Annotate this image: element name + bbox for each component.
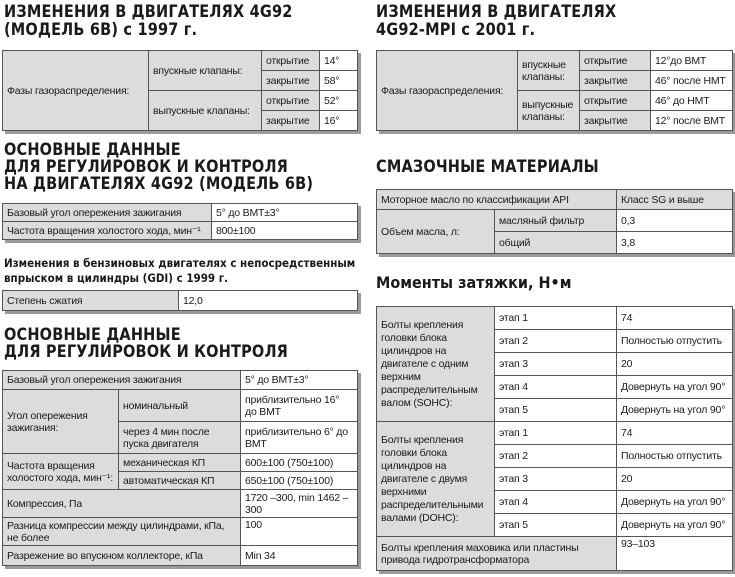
close-label: закрытие bbox=[262, 71, 320, 91]
heading-line: ИЗМЕНЕНИЯ В ДВИГАТЕЛЯХ bbox=[376, 2, 617, 21]
value: 5° до ВМТ±3° bbox=[212, 204, 358, 222]
value: приблизительно 16° до ВМТ bbox=[241, 390, 358, 422]
value: 600±100 (750±100) bbox=[241, 454, 358, 472]
heading-changes-mpi bbox=[376, 3, 616, 39]
value: 800±100 bbox=[212, 222, 358, 240]
heading-line: Изменения в бензиновых двигателях с непосредственным bbox=[4, 256, 356, 270]
value: 3,8 bbox=[617, 232, 733, 254]
value: 5° до ВМТ±3° bbox=[241, 371, 358, 390]
heading-line: 4G92-MPI с 2001 г. bbox=[376, 20, 536, 39]
lubricants-table bbox=[376, 189, 733, 254]
sohc-label: Болты крепления головки блока цилиндров на двигателе с одним верхним распределительным валом (SOHC): bbox=[377, 307, 495, 422]
value: Полностью отпустить bbox=[617, 445, 733, 468]
value: 1720 –300, min 1462 –300 bbox=[241, 490, 358, 518]
gdi-table bbox=[2, 290, 358, 311]
dohc-label: Болты крепления головки блока цилиндров на двигателе с двумя верхними распределительными валами (DOHC): bbox=[377, 422, 495, 537]
param: общий bbox=[495, 232, 617, 254]
stage: этап 5 bbox=[495, 514, 617, 537]
value: 52° bbox=[320, 91, 358, 111]
stage: этап 3 bbox=[495, 353, 617, 376]
value: Min 34 bbox=[241, 546, 358, 566]
valve-timing-label: Фазы газораспределения: bbox=[377, 51, 518, 131]
heading-line: НА ДВИГАТЕЛЯХ 4G92 (МОДЕЛЬ 6В) bbox=[4, 174, 314, 193]
value: 74 bbox=[617, 422, 733, 445]
stage: этап 2 bbox=[495, 330, 617, 353]
param: механическая КП bbox=[119, 454, 241, 472]
value: 12°до ВМТ bbox=[651, 51, 733, 71]
param: номинальный bbox=[119, 390, 241, 422]
stage: этап 4 bbox=[495, 491, 617, 514]
open-label: открытие bbox=[262, 51, 320, 71]
param: Частота вращения холостого хода, мин⁻¹: bbox=[3, 454, 119, 490]
value: Довернуть на угол 90° bbox=[617, 399, 733, 422]
param: масляный фильтр bbox=[495, 210, 617, 232]
heading-line: ОСНОВНЫЕ ДАННЫЕ bbox=[4, 140, 181, 159]
value: 93–103 bbox=[617, 537, 733, 571]
open-label: открытие bbox=[580, 51, 651, 71]
value: Довернуть на угол 90° bbox=[617, 514, 733, 537]
basic-6b-table bbox=[2, 203, 358, 240]
heading-line: ИЗМЕНЕНИЯ В ДВИГАТЕЛЯХ 4G92 bbox=[4, 2, 293, 21]
param: Степень сжатия bbox=[3, 291, 179, 311]
value: 20 bbox=[617, 468, 733, 491]
param: Разрежение во впускном коллекторе, кПа bbox=[3, 546, 241, 566]
param: Компрессия, Па bbox=[3, 490, 241, 518]
value: 650±100 (750±100) bbox=[241, 472, 358, 490]
heading-line: ОСНОВНЫЕ ДАННЫЕ bbox=[4, 325, 181, 344]
param: Моторное масло по классификации API bbox=[377, 190, 617, 210]
value: 46° после НМТ bbox=[651, 71, 733, 91]
heading-changes-4g92 bbox=[4, 3, 293, 39]
value: 20 bbox=[617, 353, 733, 376]
basic-table bbox=[2, 370, 358, 566]
open-label: открытие bbox=[262, 91, 320, 111]
heading-lubricants: СМАЗОЧНЫЕ МАТЕРИАЛЫ bbox=[376, 157, 599, 176]
heading-basic-6b bbox=[4, 141, 313, 192]
close-label: закрытие bbox=[580, 71, 651, 91]
open-label: открытие bbox=[580, 91, 651, 111]
value: 46° до НМТ bbox=[651, 91, 733, 111]
heading-torque: Моменты затяжки, Н•м bbox=[376, 273, 572, 292]
value: Полностью отпустить bbox=[617, 330, 733, 353]
value: 74 bbox=[617, 307, 733, 330]
value: 12,0 bbox=[179, 291, 358, 311]
torque-table bbox=[376, 306, 733, 571]
stage: этап 4 bbox=[495, 376, 617, 399]
valve-timing-table bbox=[2, 50, 358, 131]
param: через 4 мин после пуска двигателя bbox=[119, 422, 241, 454]
flywheel-label: Болты крепления маховика или пластины привода гидротрансформатора bbox=[377, 537, 617, 571]
param: Угол опережения зажигания: bbox=[3, 390, 119, 454]
value: 14° bbox=[320, 51, 358, 71]
stage: этап 5 bbox=[495, 399, 617, 422]
value: 100 bbox=[241, 518, 358, 546]
param: Разница компрессии между цилиндрами, кПа, не более bbox=[3, 518, 241, 546]
value: Довернуть на угол 90° bbox=[617, 376, 733, 399]
exhaust-label: выпускные клапаны: bbox=[149, 91, 262, 131]
stage: этап 3 bbox=[495, 468, 617, 491]
close-label: закрытие bbox=[580, 111, 651, 131]
value: 16° bbox=[320, 111, 358, 131]
param: Базовый угол опережения зажигания bbox=[3, 204, 212, 222]
stage: этап 1 bbox=[495, 307, 617, 330]
heading-line: (МОДЕЛЬ 6В) с 1997 г. bbox=[4, 20, 198, 39]
exhaust-label: выпускные клапаны: bbox=[518, 91, 580, 131]
heading-basic bbox=[4, 326, 288, 360]
heading-gdi bbox=[4, 256, 355, 286]
value: 12° после ВМТ bbox=[651, 111, 733, 131]
heading-line: ДЛЯ РЕГУЛИРОВОК И КОНТРОЛЯ bbox=[4, 157, 289, 176]
param: Частота вращения холостого хода, мин⁻¹ bbox=[3, 222, 212, 240]
heading-line: ДЛЯ РЕГУЛИРОВОК И КОНТРОЛЯ bbox=[4, 342, 289, 361]
param: автоматическая КП bbox=[119, 472, 241, 490]
valve-timing-label: Фазы газораспределения: bbox=[3, 51, 149, 131]
mpi-valve-timing-table bbox=[376, 50, 733, 131]
heading-line: впрыском в цилиндры (GDI) с 1999 г. bbox=[4, 271, 229, 285]
param: Объем масла, л: bbox=[377, 210, 495, 254]
value: 58° bbox=[320, 71, 358, 91]
stage: этап 1 bbox=[495, 422, 617, 445]
value: Довернуть на угол 90° bbox=[617, 491, 733, 514]
value: Класс SG и выше bbox=[617, 190, 733, 210]
intake-label: впускные клапаны: bbox=[149, 51, 262, 91]
value: 0,3 bbox=[617, 210, 733, 232]
intake-label: впускные клапаны: bbox=[518, 51, 580, 91]
param: Базовый угол опережения зажигания bbox=[3, 371, 241, 390]
close-label: закрытие bbox=[262, 111, 320, 131]
value: приблизительно 6° до ВМТ bbox=[241, 422, 358, 454]
stage: этап 2 bbox=[495, 445, 617, 468]
